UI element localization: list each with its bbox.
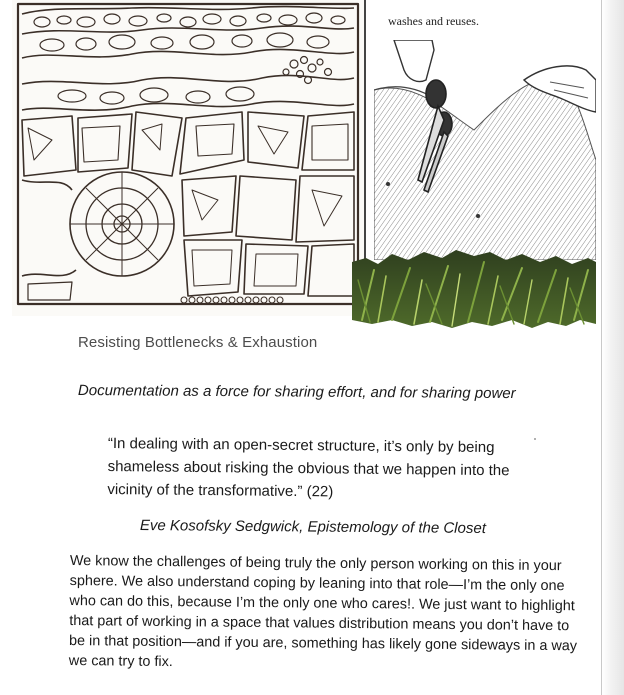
grass-photo xyxy=(352,240,596,330)
body-paragraph xyxy=(69,551,590,676)
print-speck xyxy=(534,438,536,440)
mosaic-drawing-svg xyxy=(12,0,364,316)
quote-line: shameless about risking the obvious that we happen into the xyxy=(107,457,510,480)
epigraph-quote xyxy=(107,432,578,506)
section-title: Resisting Bottlenecks & Exhaustion xyxy=(78,334,318,351)
mosaic-drawing xyxy=(12,0,364,316)
paragraph-line: we can try to fix. xyxy=(68,652,173,671)
paragraph-line: that part of working in a space that values distribution means you don’t have to xyxy=(69,612,570,635)
paragraph-line: be in that position—and if you are, something has likely gone sideways in a way xyxy=(68,632,578,655)
scissors-illustration xyxy=(374,40,596,260)
quote-line: “In dealing with an open-secret structure, it’s only by being xyxy=(107,434,495,457)
paragraph-line: sphere. We also understand coping by leaning into that role—I’m the only one xyxy=(69,572,565,595)
illustration-caption: washes and reuses. xyxy=(388,14,479,28)
scissors-illustration-svg xyxy=(374,40,596,260)
page-shadow xyxy=(602,0,624,695)
paragraph-line: We know the challenges of being truly the only person working on this in your xyxy=(69,552,562,575)
grass-photo-svg xyxy=(352,240,596,330)
paragraph-line: who can do this, because I’m the only one who cares!. We just want to highlight xyxy=(69,592,575,615)
quote-line: vicinity of the transformative.” (22) xyxy=(107,480,334,501)
section-subtitle: Documentation as a force for sharing effort, and for sharing power xyxy=(77,382,516,403)
quote-attribution: Eve Kosofsky Sedgwick, Epistemology of the Closet xyxy=(139,517,486,538)
